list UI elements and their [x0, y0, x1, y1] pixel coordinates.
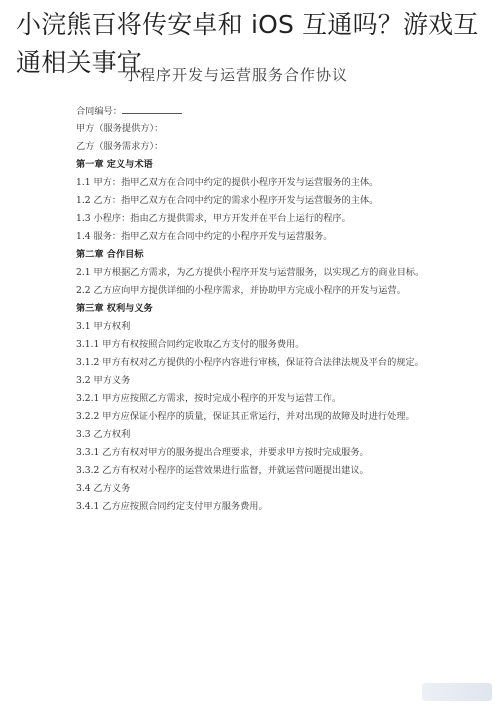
clause-1-4: 1.4 服务：指甲乙双方在合同中约定的小程序开发与运营服务。 [76, 231, 333, 242]
section-3-4: 3.4 乙方义务 [76, 483, 131, 494]
clause-3-3-1: 3.3.1 乙方有权对甲方的服务提出合理要求，并要求甲方按时完成服务。 [76, 447, 369, 458]
contract-number-line [76, 102, 436, 120]
party-b-line: 乙方（服务需求方）： [76, 141, 164, 152]
clause-1-3: 1.3 小程序：指由乙方提供需求，甲方开发并在平台上运行的程序。 [76, 213, 351, 224]
article-headline: 小浣熊百将传安卓和 iOS 互通吗？游戏互通相关事宜 [16, 10, 479, 77]
clause-1-1: 1.1 甲方：指甲乙双方在合同中约定的提供小程序开发与运营服务的主体。 [76, 177, 379, 188]
contract-number-label: 合同编号： [76, 106, 122, 117]
clause-3-1-2: 3.1.2 甲方有权对乙方提供的小程序内容进行审核，保证符合法律法规及平台的规定。 [76, 357, 424, 368]
chapter-3-heading: 第三章 权利与义务 [76, 303, 153, 314]
chapter-2-heading: 第二章 合作目标 [76, 249, 144, 260]
contract-title: 小程序开发与运营服务合作协议 [124, 66, 349, 84]
chapter-1-heading: 第一章 定义与术语 [76, 159, 153, 170]
section-3-1: 3.1 甲方权利 [76, 321, 131, 332]
party-a-line: 甲方（服务提供方）： [76, 123, 164, 134]
section-3-2: 3.2 甲方义务 [76, 375, 131, 386]
clause-2-1: 2.1 甲方根据乙方需求，为乙方提供小程序开发与运营服务，以实现乙方的商业目标。 [76, 267, 425, 278]
clause-2-2: 2.2 乙方应向甲方提供详细的小程序需求，并协助甲方完成小程序的开发与运营。 [76, 285, 406, 296]
contract-number-field [122, 102, 182, 114]
watermark-logo [422, 683, 492, 701]
clause-3-1-1: 3.1.1 甲方有权按照合同约定收取乙方支付的服务费用。 [76, 339, 305, 350]
contract-document [76, 102, 436, 516]
clause-3-2-1: 3.2.1 甲方应按照乙方需求，按时完成小程序的开发与运营工作。 [76, 393, 342, 404]
section-3-3: 3.3 乙方权利 [76, 429, 131, 440]
clause-3-3-2: 3.3.2 乙方有权对小程序的运营效果进行监督，并就运营问题提出建议。 [76, 465, 369, 476]
clause-3-2-2: 3.2.2 甲方应保证小程序的质量，保证其正常运行，并对出现的故障及时进行处理。 [76, 411, 415, 422]
clause-3-4-1: 3.4.1 乙方应按照合同约定支付甲方服务费用。 [76, 501, 268, 512]
clause-1-2: 1.2 乙方：指甲乙双方在合同中约定的需求小程序开发与运营服务的主体。 [76, 195, 379, 206]
